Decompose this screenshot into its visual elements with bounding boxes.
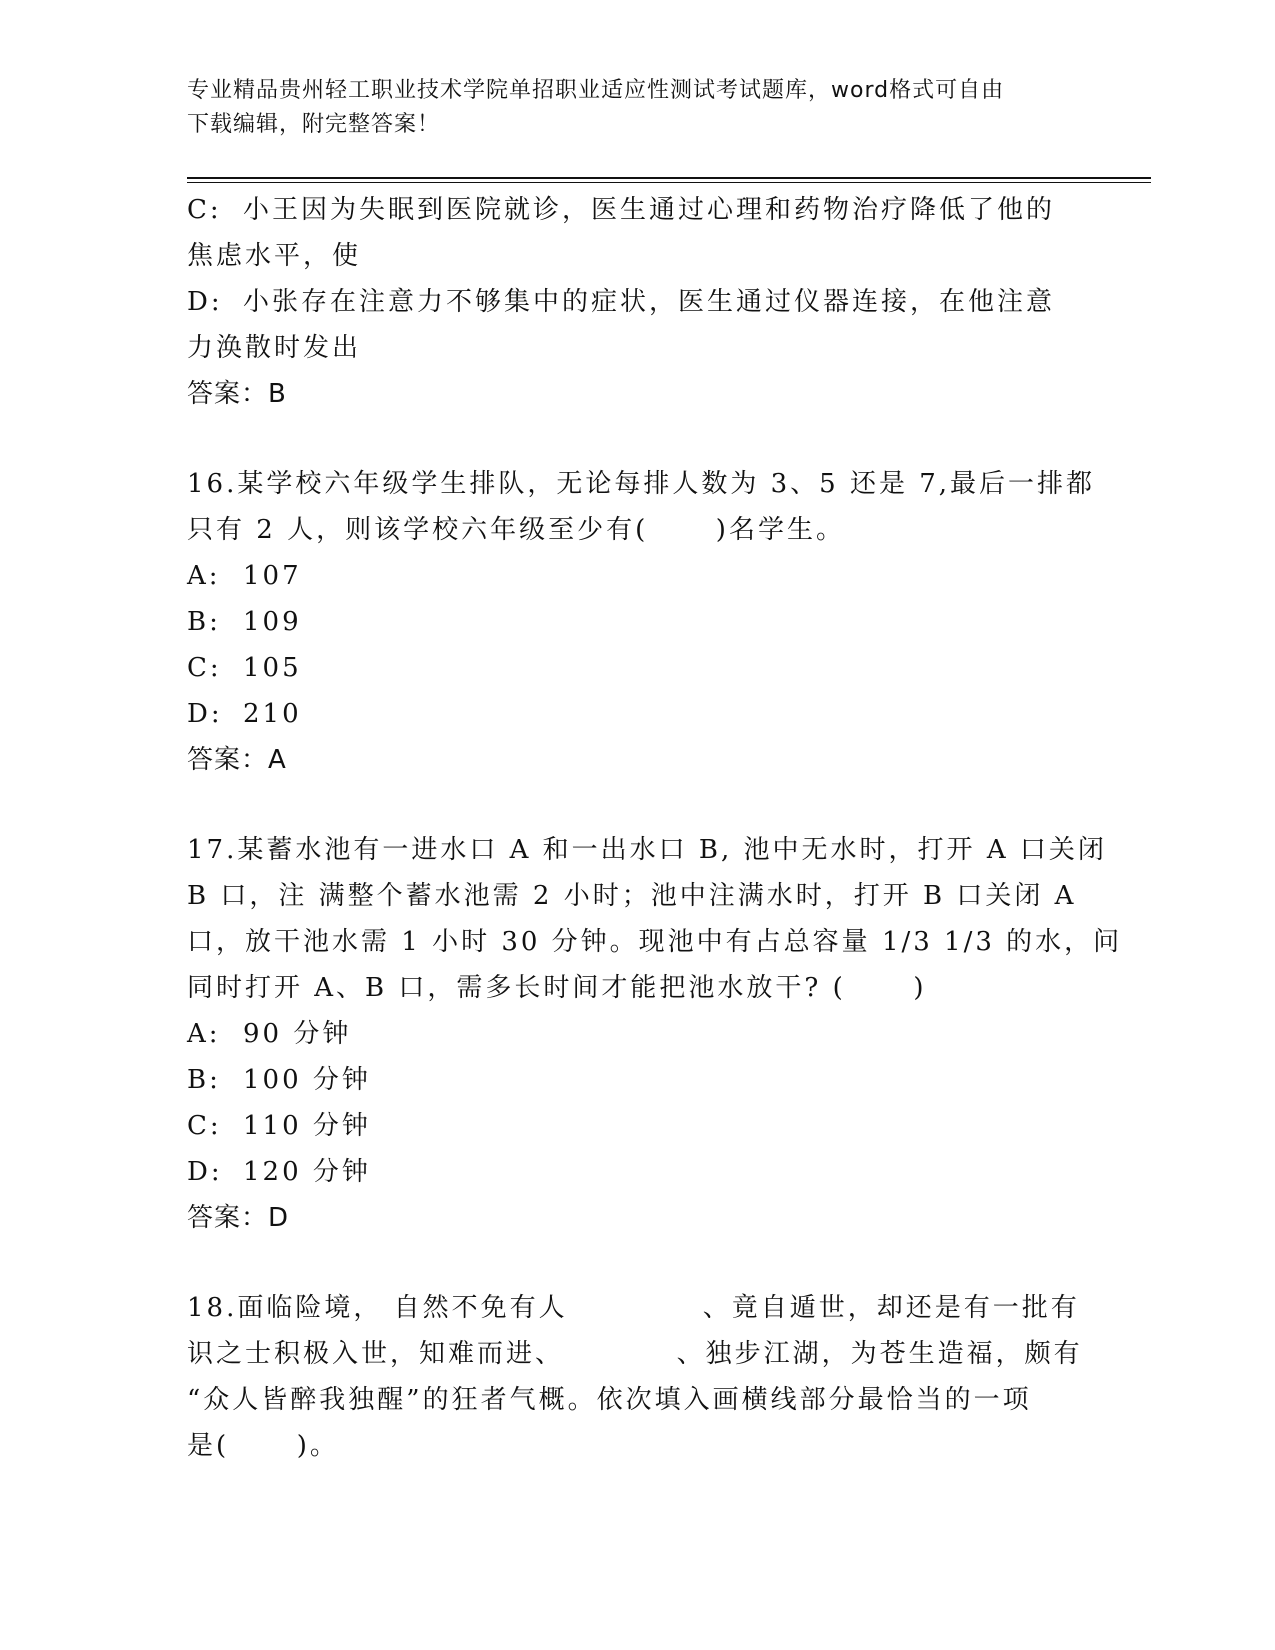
option-d-line-1 (187, 279, 1087, 325)
document-body (187, 187, 1123, 1469)
question-text-line: 17.某蓄水池有一进水口 A 和一出水口 B, 池中无水时，打开 A 口关闭 (187, 835, 1107, 865)
question-text-line: B 口，注 满整个蓄水池需 2 小时；池中注满水时，打开 B 口关闭 A (187, 881, 1077, 911)
option-a (187, 553, 1087, 599)
option-text: 107 (243, 561, 302, 591)
question-text-line: 18.面临险境， 自然不免有人 、竟自遁世，却还是有一批有 (187, 1293, 1080, 1323)
option-letter: D: (187, 1157, 223, 1187)
option-letter: C: (187, 653, 222, 683)
option-d (187, 1149, 1087, 1195)
spacer (187, 1241, 1087, 1285)
option-c (187, 645, 1087, 691)
spacer (187, 783, 1087, 827)
option-text: 105 (243, 653, 302, 683)
option-c-line-1 (187, 187, 1087, 233)
question-18 (187, 1285, 1087, 1469)
question-text-line: “众人皆醉我独醒”的狂者气概。依次填入画横线部分最恰当的一项 (187, 1385, 1032, 1415)
answer-line: 答案：A (187, 745, 287, 775)
header-rule-thin (187, 182, 1151, 183)
option-b (187, 599, 1087, 645)
option-letter: B: (187, 1065, 221, 1095)
spacer (187, 417, 1087, 461)
option-letter: B: (187, 607, 221, 637)
page-header (187, 74, 1067, 142)
question-text-line: 识之士积极入世，知难而进、 、独步江湖，为苍生造福，颇有 (187, 1339, 1083, 1369)
header-rule-thick (187, 177, 1151, 179)
option-d-line-2: 力涣散时发出 (187, 333, 362, 363)
option-text: 109 (243, 607, 302, 637)
option-text: 110 分钟 (243, 1111, 371, 1141)
option-d (187, 691, 1087, 737)
option-text: 小张存在注意力不够集中的症状，医生通过仪器连接，在他注意 (243, 287, 1056, 317)
answer-line: 答案：B (187, 379, 287, 409)
option-text: 小王因为失眠到医院就诊，医生通过心理和药物治疗降低了他的 (243, 195, 1056, 225)
option-letter: C: (187, 1111, 222, 1141)
option-letter: D: (187, 287, 223, 317)
question-text-line: 口，放干池水需 1 小时 30 分钟。现池中有占总容量 1/3 1/3 的水，问 (187, 927, 1123, 957)
question-16 (187, 461, 1096, 783)
option-c-line-2: 焦虑水平，使 (187, 241, 362, 271)
option-text: 100 分钟 (243, 1065, 371, 1095)
answer-line: 答案：D (187, 1203, 290, 1233)
option-c (187, 1103, 1087, 1149)
question-17 (187, 827, 1123, 1241)
option-letter: D: (187, 699, 223, 729)
option-text: 210 (243, 699, 302, 729)
question-text-line: 只有 2 人，则该学校六年级至少有( )名学生。 (187, 515, 845, 545)
prev-question-options (187, 187, 1087, 417)
option-a (187, 1011, 1087, 1057)
header-line-1: 专业精品贵州轻工职业技术学院单招职业适应性测试考试题库，word格式可自由 (187, 78, 1005, 103)
option-text: 120 分钟 (243, 1157, 371, 1187)
option-text: 90 分钟 (243, 1019, 352, 1049)
question-text-line: 同时打开 A、B 口，需多长时间才能把池水放干? ( ) (187, 973, 927, 1003)
question-text-line: 是( )。 (187, 1431, 339, 1461)
option-b (187, 1057, 1087, 1103)
question-text-line: 16.某学校六年级学生排队，无论每排人数为 3、5 还是 7,最后一排都 (187, 469, 1096, 499)
header-line-2: 下载编辑，附完整答案！ (187, 112, 441, 137)
option-letter: A: (187, 561, 221, 591)
option-letter: C: (187, 195, 222, 225)
option-letter: A: (187, 1019, 221, 1049)
